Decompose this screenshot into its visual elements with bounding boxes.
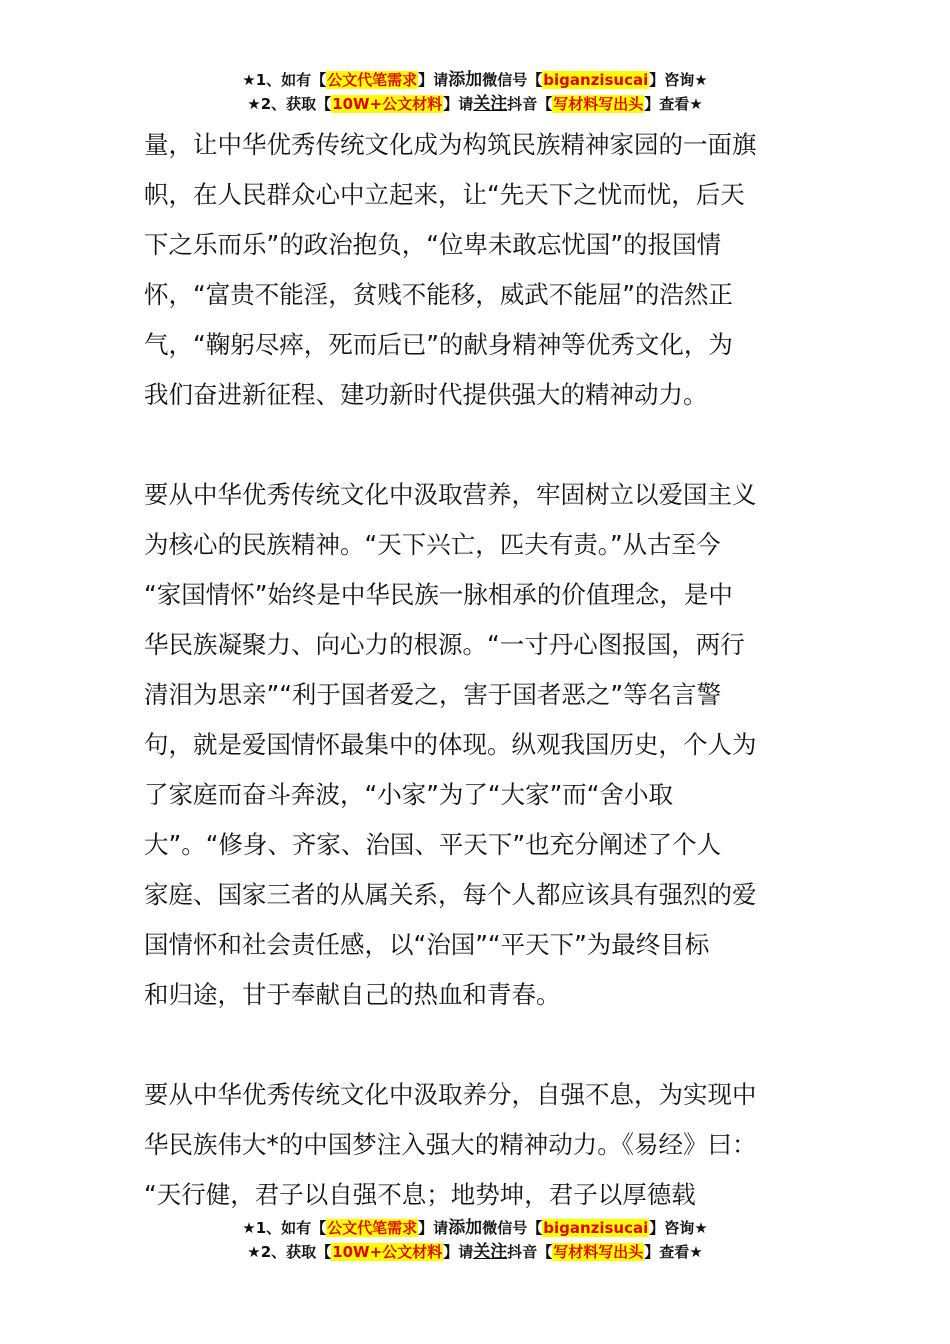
banner-text: 】请 — [418, 1219, 449, 1237]
banner-text: 添加 — [448, 70, 483, 90]
text-line: “天行健，君子以自强不息；地势坤，君子以厚德载 — [144, 1180, 696, 1209]
text-line: “家国情怀”始终是中华民族一脉相承的价值理念，是中 — [144, 580, 733, 609]
text-line: 了家庭而奋斗奔波，“小家”为了“大家”而“舍小取 — [144, 780, 673, 809]
text-line: 气，“鞠躬尽瘁，死而后已”的献身精神等优秀文化，为 — [144, 330, 733, 359]
text-line: 要从中华优秀传统文化中汲取养分，自强不息，为实现中 — [144, 1080, 757, 1109]
banner-text: 】咨询★ — [649, 1219, 708, 1237]
banner-line-2 — [0, 1240, 950, 1264]
banner-douyin-id: 写材料写出头 — [553, 95, 644, 113]
banner-text: ★2、获取【 — [247, 95, 332, 113]
banner-highlight: 10W+公文材料 — [332, 1243, 443, 1261]
banner-line-2 — [0, 92, 950, 116]
footer-banner — [0, 1216, 950, 1264]
document-body — [144, 120, 808, 1220]
banner-wechat-id: biganzisucai — [543, 71, 649, 89]
banner-text: ★1、如有【 — [242, 71, 327, 89]
banner-wechat-id: biganzisucai — [543, 1219, 649, 1237]
banner-text: ★1、如有【 — [242, 1219, 327, 1237]
banner-line-1 — [0, 1216, 950, 1240]
banner-highlight: 公文代笔需求 — [327, 1219, 418, 1237]
paragraph-2 — [144, 470, 808, 1020]
text-line: 要从中华优秀传统文化中汲取营养，牢固树立以爱国主义 — [144, 480, 757, 509]
text-line: 为核心的民族精神。“天下兴亡，匹夫有责。”从古至今 — [144, 530, 721, 559]
banner-text: ★2、获取【 — [247, 1243, 332, 1261]
text-line: 下之乐而乐”的政治抱负，“位卑未敢忘忧国”的报国情 — [144, 230, 722, 259]
text-line: 华民族凝聚力、向心力的根源。“一寸丹心图报国，两行 — [144, 630, 745, 659]
text-line: 怀，“富贵不能淫，贫贱不能移，威武不能屈”的浩然正 — [144, 280, 733, 309]
text-line: 量，让中华优秀传统文化成为构筑民族精神家园的一面旗 — [144, 130, 757, 159]
paragraph-1 — [144, 120, 808, 420]
banner-line-1 — [0, 68, 950, 92]
text-line: 和归途，甘于奉献自己的热血和青春。 — [144, 980, 561, 1009]
banner-text: 关注 — [473, 94, 508, 114]
banner-text: 微信号【 — [482, 71, 543, 89]
banner-text: 抖音【 — [507, 1243, 553, 1261]
text-line: 国情怀和社会责任感，以“治国”“平天下”为最终目标 — [144, 930, 710, 959]
banner-text: 】请 — [443, 95, 474, 113]
text-line: 大”。“修身、齐家、治国、平天下”也充分阐述了个人 — [144, 830, 722, 859]
banner-highlight: 10W+公文材料 — [332, 95, 443, 113]
text-line: 家庭、国家三者的从属关系，每个人都应该具有强烈的爱 — [144, 880, 757, 909]
banner-text: 添加 — [448, 1218, 483, 1238]
banner-text: 】查看★ — [644, 1243, 703, 1261]
banner-text: 微信号【 — [482, 1219, 543, 1237]
text-line: 句，就是爱国情怀最集中的体现。纵观我国历史，个人为 — [144, 730, 757, 759]
banner-douyin-id: 写材料写出头 — [553, 1243, 644, 1261]
header-banner — [0, 68, 950, 116]
banner-highlight: 公文代笔需求 — [327, 71, 418, 89]
banner-text: 抖音【 — [507, 95, 553, 113]
paragraph-3 — [144, 1070, 808, 1220]
banner-text: 关注 — [473, 1242, 508, 1262]
banner-text: 】请 — [443, 1243, 474, 1261]
text-line: 清泪为思亲”“利于国者爱之，害于国者恶之”等名言警 — [144, 680, 722, 709]
banner-text: 】请 — [418, 71, 449, 89]
banner-text: 】查看★ — [644, 95, 703, 113]
text-line: 帜，在人民群众心中立起来，让“先天下之忧而忧，后天 — [144, 180, 745, 209]
text-line: 华民族伟大*的中国梦注入强大的精神动力。《易经》曰： — [144, 1130, 757, 1159]
banner-text: 】咨询★ — [649, 71, 708, 89]
text-line: 我们奋进新征程、建功新时代提供强大的精神动力。 — [144, 380, 708, 409]
